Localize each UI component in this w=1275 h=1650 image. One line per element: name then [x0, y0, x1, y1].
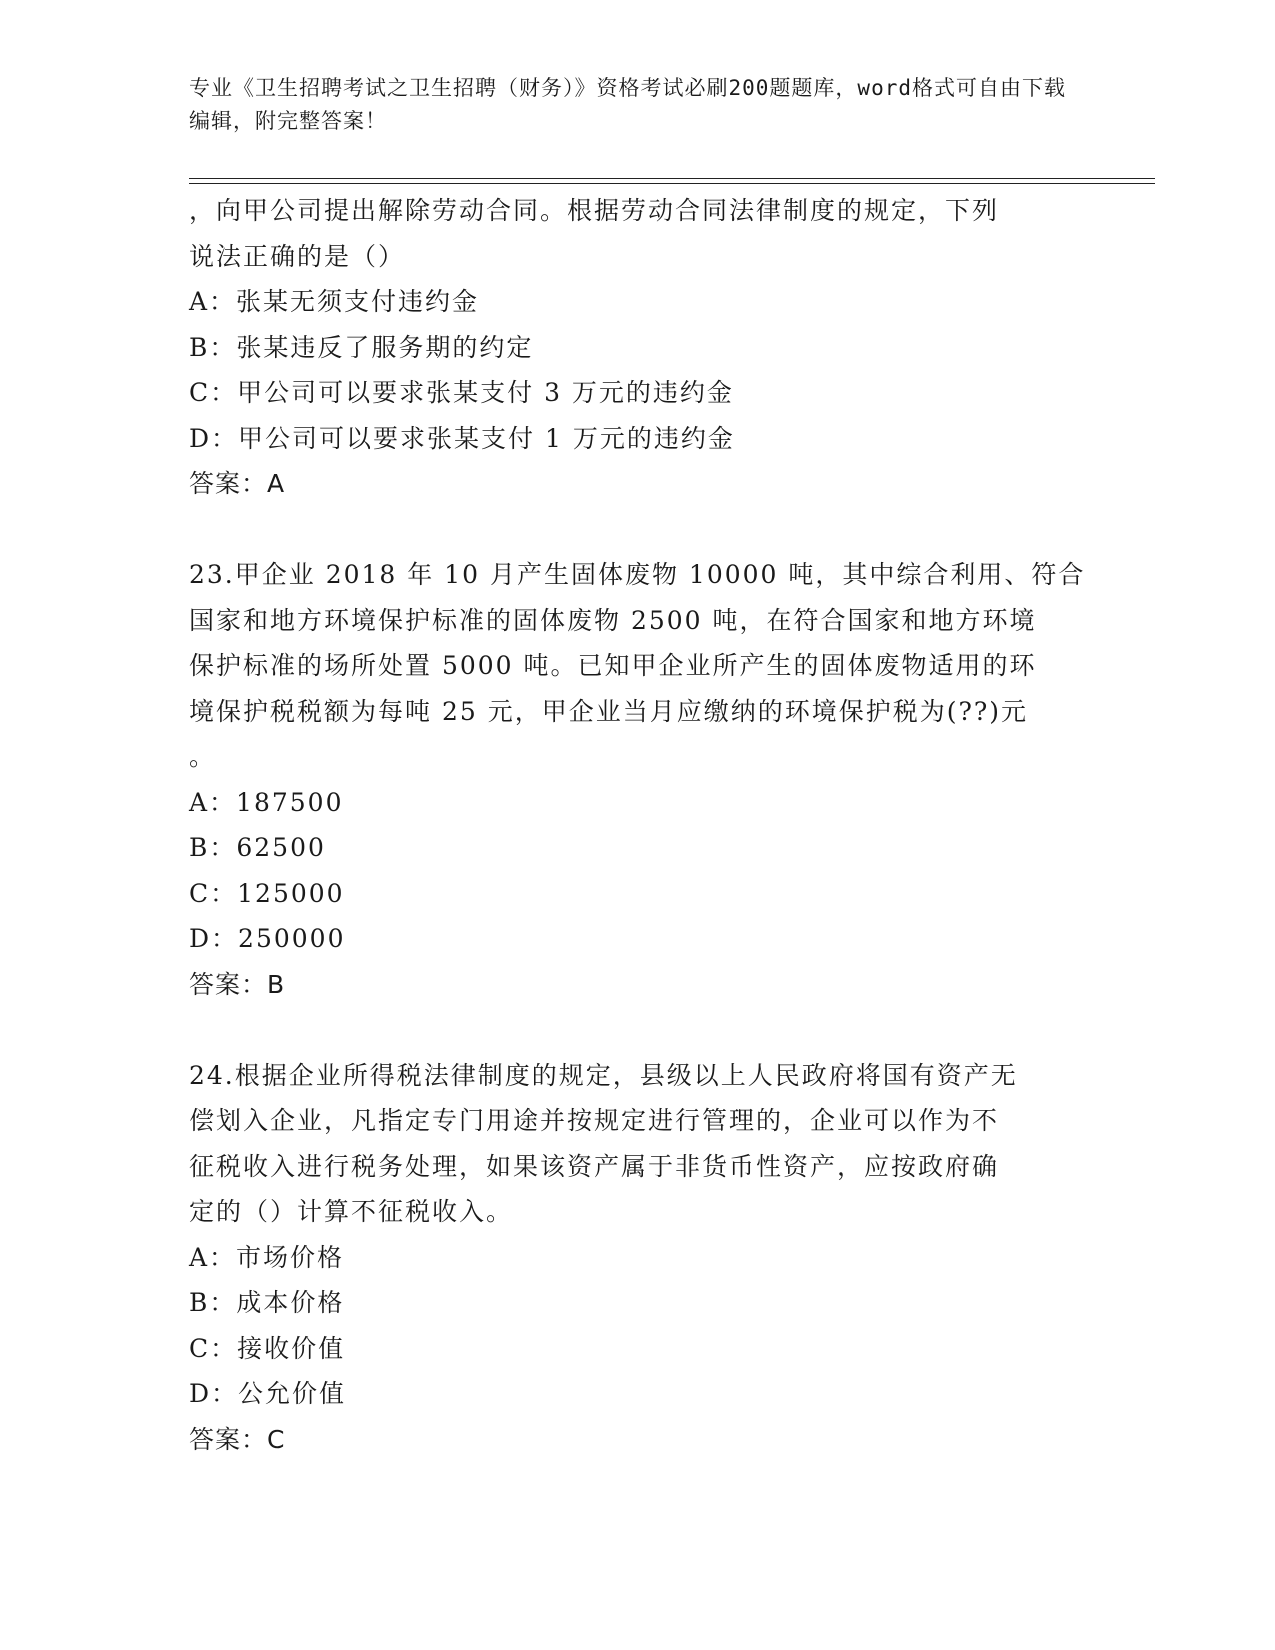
question-text-line: 说法正确的是（） [189, 241, 406, 271]
option-b: B：成本价格 [189, 1288, 345, 1317]
question-spacer [189, 1007, 1089, 1053]
answer-line: 答案：A [189, 469, 286, 498]
question-text-line: 24.根据企业所得税法律制度的规定，县级以上人民政府将国有资产无 [189, 1060, 1018, 1090]
question-spacer [189, 507, 1089, 553]
question-block [189, 552, 1089, 1007]
question-text-line: 。 [189, 742, 217, 771]
option-c: C：125000 [189, 878, 345, 908]
option-d: D：甲公司可以要求张某支付 1 万元的违约金 [189, 423, 735, 453]
answer-line: 答案：B [189, 969, 286, 999]
question-text-line: 征税收入进行税务处理，如果该资产属于非货币性资产，应按政府确 [189, 1151, 1000, 1181]
question-text-line: 国家和地方环境保护标准的固体废物 2500 吨，在符合国家和地方环境 [189, 605, 1037, 635]
question-text-line: 偿划入企业，凡指定专门用途并按规定进行管理的，企业可以作为不 [189, 1106, 1000, 1135]
question-text-line: 境保护税税额为每吨 25 元，甲企业当月应缴纳的环境保护税为(??)元 [189, 696, 1029, 726]
option-a: A：187500 [189, 787, 344, 817]
option-d: D：250000 [189, 924, 346, 953]
question-list [189, 188, 1089, 1462]
option-b: B：张某违反了服务期的约定 [189, 332, 534, 362]
question-block [189, 1053, 1089, 1463]
question-block [189, 188, 1089, 507]
question-text-line: 保护标准的场所处置 5000 吨。已知甲企业所产生的固体废物适用的环 [189, 651, 1037, 680]
option-b: B：62500 [189, 833, 326, 862]
option-a: A：张某无须支付违约金 [189, 287, 480, 316]
option-c: C：接收价值 [189, 1333, 346, 1363]
option-d: D：公允价值 [189, 1379, 347, 1408]
option-a: A：市场价格 [189, 1242, 345, 1272]
question-text-line: 23.甲企业 2018 年 10 月产生固体废物 10000 吨，其中综合利用、符合 [189, 560, 1086, 589]
question-text-line: ，向甲公司提出解除劳动合同。根据劳动合同法律制度的规定，下列 [189, 196, 1000, 225]
question-text-line: 定的（）计算不征税收入。 [189, 1197, 514, 1226]
document-header: 专业《卫生招聘考试之卫生招聘（财务）》资格考试必刷200题题库，word格式可自由下载编辑，附完整答案！ [189, 76, 1066, 133]
answer-line: 答案：C [189, 1424, 286, 1454]
header-rule-bottom [189, 183, 1155, 184]
header-rule-top [189, 178, 1155, 179]
option-c: C：甲公司可以要求张某支付 3 万元的违约金 [189, 378, 734, 407]
